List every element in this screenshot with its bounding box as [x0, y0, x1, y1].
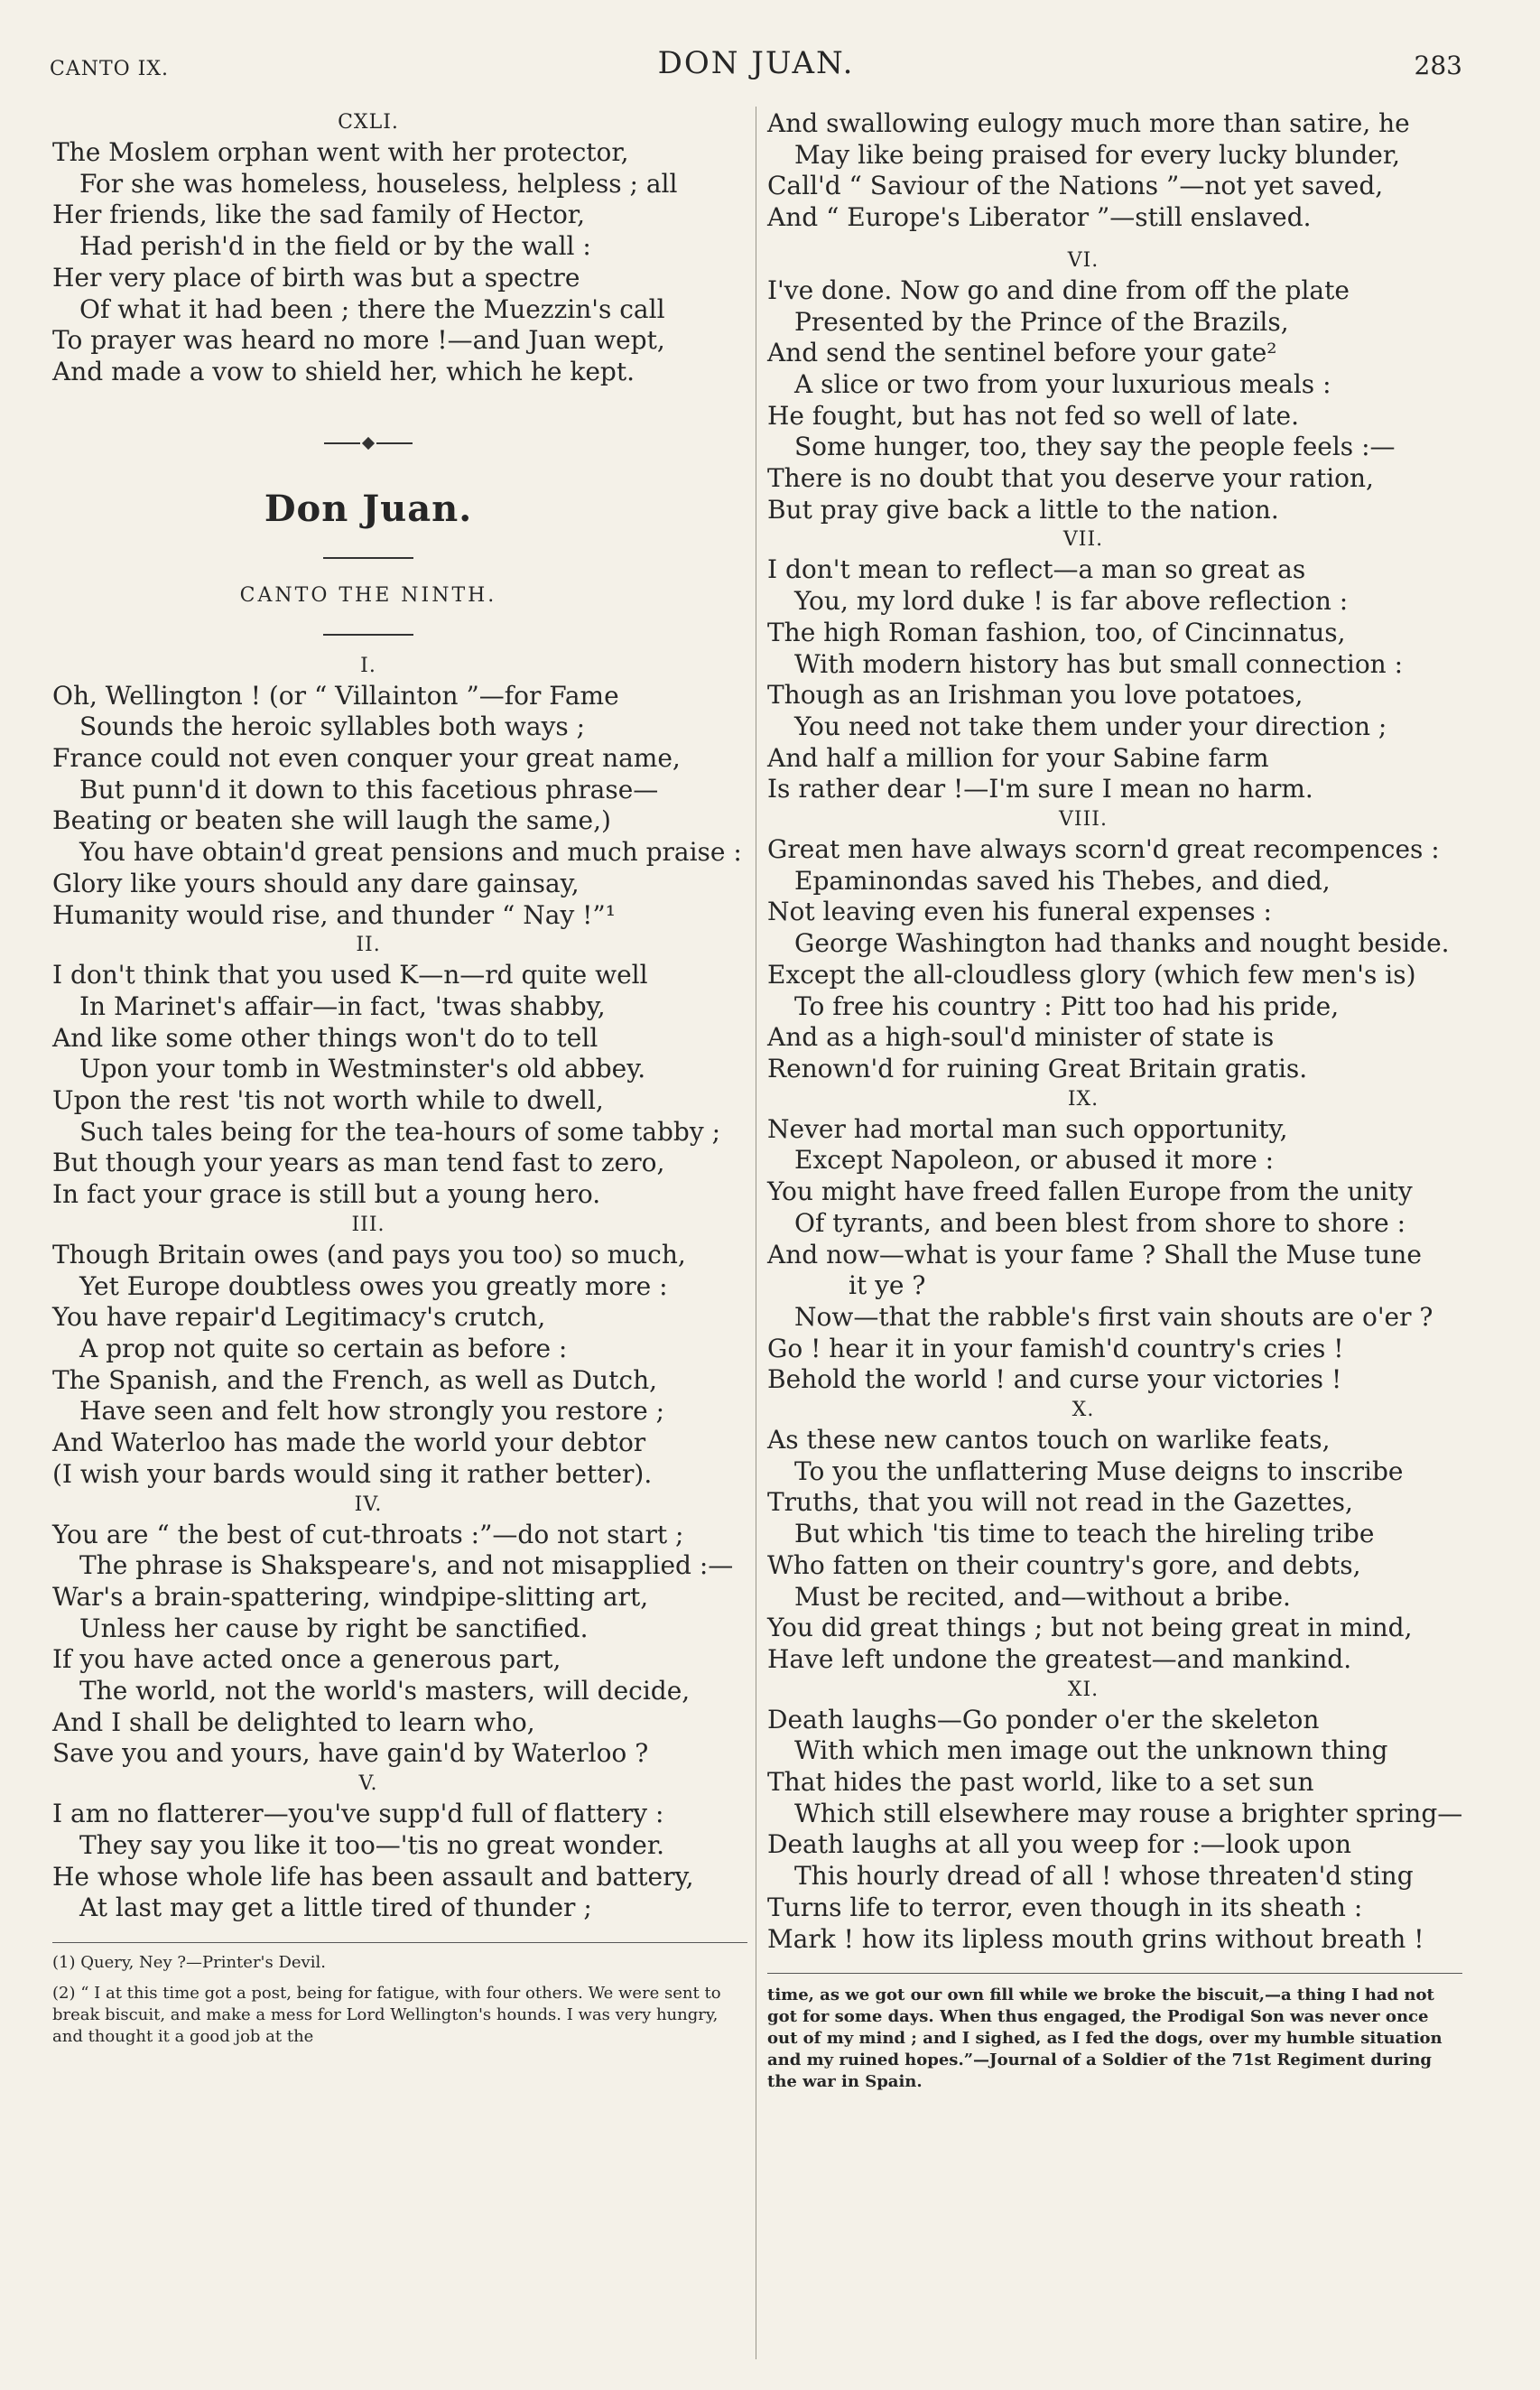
verse-line: I am no flatterer—you've supp'd full of flattery :	[52, 1799, 664, 1829]
verse-line: Now—that the rabble's first vain shouts are o'er ?	[794, 1301, 1433, 1332]
verse-line: I don't think that you used K—n—rd quite well	[52, 960, 648, 990]
verse-line: But pray give back a little to the nation.	[767, 494, 1279, 525]
verse-line: You have obtain'd great pensions and much praise :	[79, 837, 742, 868]
verse-line: Epaminondas saved his Thebes, and died,	[794, 865, 1331, 896]
verse-line: Behold the world ! and curse your victories !	[767, 1364, 1342, 1395]
verse-line: The Moslem orphan went with her protector,	[52, 137, 629, 167]
verse-line: France could not even conquer your great name,	[52, 743, 681, 774]
verse-line: But though your years as man tend fast to zero,	[52, 1148, 665, 1178]
verse-line: Humanity would rise, and thunder “ Nay !”¹	[52, 899, 616, 930]
verse-line: (I wish your bards would sing it rather better).	[52, 1458, 653, 1489]
verse-line: Mark ! how its lipless mouth grins without breath !	[767, 1923, 1424, 1954]
verse-line: You are “ the best of cut-throats :”—do not start ;	[52, 1519, 684, 1549]
verse-line: The high Roman fashion, too, of Cincinnatus,	[767, 617, 1346, 647]
verse-line: A prop not quite so certain as before :	[79, 1333, 568, 1363]
verse-line: Presented by the Prince of the Brazils,	[794, 306, 1289, 337]
footnote-1: (1) Query, Ney ?—Printer's Devil.	[52, 1952, 326, 1972]
stanza-number: VI.	[1067, 248, 1099, 272]
verse-line: To you the unflattering Muse deigns to inscribe	[794, 1455, 1404, 1486]
verse-line: War's a brain-spattering, windpipe-slitting art,	[52, 1581, 649, 1612]
verse-line: I've done. Now go and dine from off the plate	[767, 274, 1350, 305]
verse-line: In Marinet's affair—in fact, 'twas shabby,	[79, 990, 606, 1021]
verse-line: Not leaving even his funeral expenses :	[767, 897, 1272, 927]
verse-line: But punn'd it down to this facetious phrase—	[79, 774, 659, 804]
verse-line: Which still elsewhere may rouse a brighter spring—	[794, 1798, 1463, 1828]
rule	[52, 557, 684, 559]
footnote-2: (2) “ I at this time got a post, being for fatigue, with four others. We were sent to break biscuit, and make a mess for Lord Wellington's hounds. I was very hungry, and thought it a good job at the	[52, 1983, 721, 2046]
stanza-number: II.	[356, 934, 381, 957]
verse-line: And now—what is your fame ? Shall the Muse tune	[767, 1239, 1422, 1269]
verse-line: You did great things ; but not being great in mind,	[767, 1613, 1413, 1643]
stanza-number: III.	[351, 1213, 385, 1236]
stanza-number: IX.	[1067, 1087, 1099, 1111]
stanza-number: V.	[358, 1772, 378, 1796]
verse-line: The Spanish, and the French, as well as Dutch,	[52, 1364, 658, 1395]
verse-line: Except Napoleon, or abused it more :	[794, 1145, 1275, 1176]
stanza-number: I.	[360, 654, 376, 677]
verse-line: May like being praised for every lucky blunder,	[794, 139, 1401, 170]
verse-line: And swallowing eulogy much more than satire, he	[767, 108, 1410, 138]
stanza-iii	[52, 1240, 747, 1491]
verse-line: You need not take them under your direction ;	[794, 711, 1387, 741]
verse-line: The phrase is Shakspeare's, and not misapplied :—	[79, 1550, 734, 1581]
stanza-v	[52, 1799, 747, 1924]
verse-line: Upon the rest 'tis not worth while to dwell,	[52, 1085, 604, 1116]
verse-line: And like some other things won't do to tell	[52, 1022, 598, 1053]
verse-line: Truths, that you will not read in the Gazettes,	[767, 1487, 1353, 1518]
verse-line: Is rather dear !—I'm sure I mean no harm.	[767, 774, 1313, 804]
stanza-i	[52, 681, 747, 932]
verse-line: Renown'd for ruining Great Britain gratis.	[767, 1053, 1308, 1083]
verse-line: With modern history has but small connection :	[794, 648, 1404, 679]
verse-line: That hides the past world, like to a set sun	[767, 1767, 1314, 1798]
verse-line: Have left undone the greatest—and mankind.	[767, 1643, 1352, 1674]
stanza-xi	[767, 1705, 1480, 1956]
verse-line: Though as an Irishman you love potatoes,	[767, 680, 1303, 711]
verse-line: Never had mortal man such opportunity,	[767, 1113, 1288, 1144]
verse-line: And send the sentinel before your gate²	[767, 338, 1277, 368]
verse-line: He whose whole life has been assault and battery,	[52, 1861, 694, 1892]
verse-line: And I shall be delighted to learn who,	[52, 1706, 535, 1737]
stanza-x	[767, 1425, 1480, 1676]
verse-line: A slice or two from your luxurious meals :	[794, 368, 1331, 399]
verse-line: I don't mean to reflect—a man so great as	[767, 554, 1306, 585]
verse-line: Death laughs at all you weep for :—look upon	[767, 1829, 1352, 1860]
verse-line: To free his country : Pitt too had his pride,	[794, 990, 1340, 1021]
verse-line: At last may get a little tired of thunder ;	[79, 1892, 592, 1923]
verse-line: Of tyrants, and been blest from shore to shore :	[794, 1207, 1406, 1238]
stanza-vii	[767, 554, 1480, 805]
running-header	[50, 45, 1462, 90]
stanza-iv	[52, 1520, 747, 1771]
verse-line: Have seen and felt how strongly you restore ;	[79, 1396, 665, 1427]
verse-line: Sounds the heroic syllables both ways ;	[79, 711, 586, 742]
verse-line: With which men image out the unknown thing	[794, 1735, 1388, 1766]
stanza-number: XI.	[1067, 1678, 1099, 1701]
verse-line: Turns life to terror, even though in its sheath :	[767, 1892, 1363, 1922]
verse-line: Who fatten on their country's gore, and debts,	[767, 1549, 1361, 1580]
verse-line: Beating or beaten she will laugh the same,)	[52, 805, 611, 836]
stanza-cxli	[52, 137, 747, 388]
verse-line: And “ Europe's Liberator ”—still enslaved.	[767, 202, 1312, 233]
verse-line: Oh, Wellington ! (or “ Villainton ”—for Fame	[52, 680, 619, 711]
verse-line: Though Britain owes (and pays you too) so much,	[52, 1239, 686, 1269]
footnote-2-continued: time, as we got our own fill while we broke the biscuit,—a thing I had not got for some days. When thus engaged, the Prodigal Son was never once out of my mind ; and I sighed, as I fed the dogs, over my humble situation and my ruined hopes.”—Journal of a Soldier of the 71st Regiment during the war in Spain.	[767, 1985, 1443, 2092]
verse-line: Some hunger, too, they say the people feels :—	[794, 432, 1396, 462]
verse-line: Save you and yours, have gain'd by Waterloo ?	[52, 1738, 649, 1769]
verse-line: Of what it had been ; there the Muezzin's call	[79, 293, 665, 324]
canto-heading: CANTO THE NINTH.	[239, 583, 497, 607]
verse-line: Glory like yours should any dare gainsay,	[52, 868, 580, 898]
right-column	[767, 108, 1480, 2093]
stanza-vi	[767, 275, 1480, 526]
verse-line: Had perish'd in the field or by the wall :	[79, 231, 591, 262]
page-number: 283	[1414, 51, 1462, 80]
verse-line: As these new cantos touch on warlike feats,	[767, 1425, 1331, 1455]
verse-line: In fact your grace is still but a young hero.	[52, 1179, 601, 1210]
verse-line: Must be recited, and—without a bribe.	[794, 1581, 1291, 1612]
poem-title: Don Juan.	[264, 487, 473, 530]
verse-line: And Waterloo has made the world your debtor	[52, 1427, 646, 1458]
stanza-v-continued	[767, 108, 1480, 234]
stanza-number: CXLI.	[338, 111, 399, 134]
verse-line: But which 'tis time to teach the hireling tribe	[794, 1519, 1375, 1549]
verse-line: And as a high-soul'd minister of state is	[767, 1022, 1275, 1053]
verse-line: Go ! hear it in your famish'd country's cries !	[767, 1333, 1344, 1363]
verse-line: This hourly dread of all ! whose threaten'd sting	[794, 1861, 1414, 1892]
stanza-viii	[767, 834, 1480, 1085]
verse-line: For she was homeless, houseless, helpless ; all	[79, 168, 678, 199]
verse-line: And made a vow to shield her, which he kept.	[52, 356, 635, 386]
footnote-rule	[767, 1973, 1462, 1974]
ornament-divider	[52, 432, 684, 453]
stanza-number: X.	[1072, 1399, 1095, 1422]
verse-line: There is no doubt that you deserve your ration,	[767, 463, 1374, 494]
verse-line: Call'd “ Saviour of the Nations ”—not yet saved,	[767, 171, 1384, 201]
verse-line: Yet Europe doubtless owes you greatly more :	[79, 1270, 668, 1301]
verse-line: Such tales being for the tea-hours of some tabby ;	[79, 1116, 721, 1147]
verse-line: Unless her cause by right be sanctified.	[79, 1613, 589, 1643]
verse-line: George Washington had thanks and nought beside.	[794, 928, 1450, 959]
verse-line: Death laughs—Go ponder o'er the skeleton	[767, 1704, 1320, 1734]
verse-line: To prayer was heard no more !—and Juan wept,	[52, 325, 665, 356]
verse-line: You might have freed fallen Europe from the unity	[767, 1176, 1413, 1207]
stanza-number: VII.	[1062, 528, 1104, 552]
header-canto: CANTO IX.	[50, 58, 170, 80]
stanza-ix	[767, 1114, 1480, 1396]
verse-line: And half a million for your Sabine farm	[767, 742, 1269, 773]
verse-line: You, my lord duke ! is far above reflection :	[794, 586, 1349, 617]
verse-line: The world, not the world's masters, will decide,	[79, 1676, 691, 1706]
header-title: DON JUAN.	[657, 45, 855, 81]
verse-line: You have repair'd Legitimacy's crutch,	[52, 1302, 546, 1333]
stanza-ii	[52, 960, 747, 1211]
verse-line: Her friends, like the sad family of Hector,	[52, 200, 586, 230]
verse-line: Her very place of birth was but a spectre	[52, 262, 580, 293]
stanza-number: IV.	[354, 1493, 383, 1516]
verse-line: Upon your tomb in Westminster's old abbey.	[79, 1054, 646, 1084]
left-column	[52, 108, 747, 2048]
verse-line: Great men have always scorn'd great recompences :	[767, 834, 1440, 865]
verse-line: it ye ?	[849, 1270, 926, 1301]
verse-line: Except the all-cloudless glory (which few men's is)	[767, 959, 1416, 990]
footnote-rule	[52, 1942, 747, 1943]
verse-line: He fought, but has not fed so well of late.	[767, 400, 1300, 431]
stanza-number: VIII.	[1059, 808, 1108, 832]
verse-line: They say you like it too—'tis no great wonder.	[79, 1829, 665, 1860]
verse-line: If you have acted once a generous part,	[52, 1644, 561, 1675]
